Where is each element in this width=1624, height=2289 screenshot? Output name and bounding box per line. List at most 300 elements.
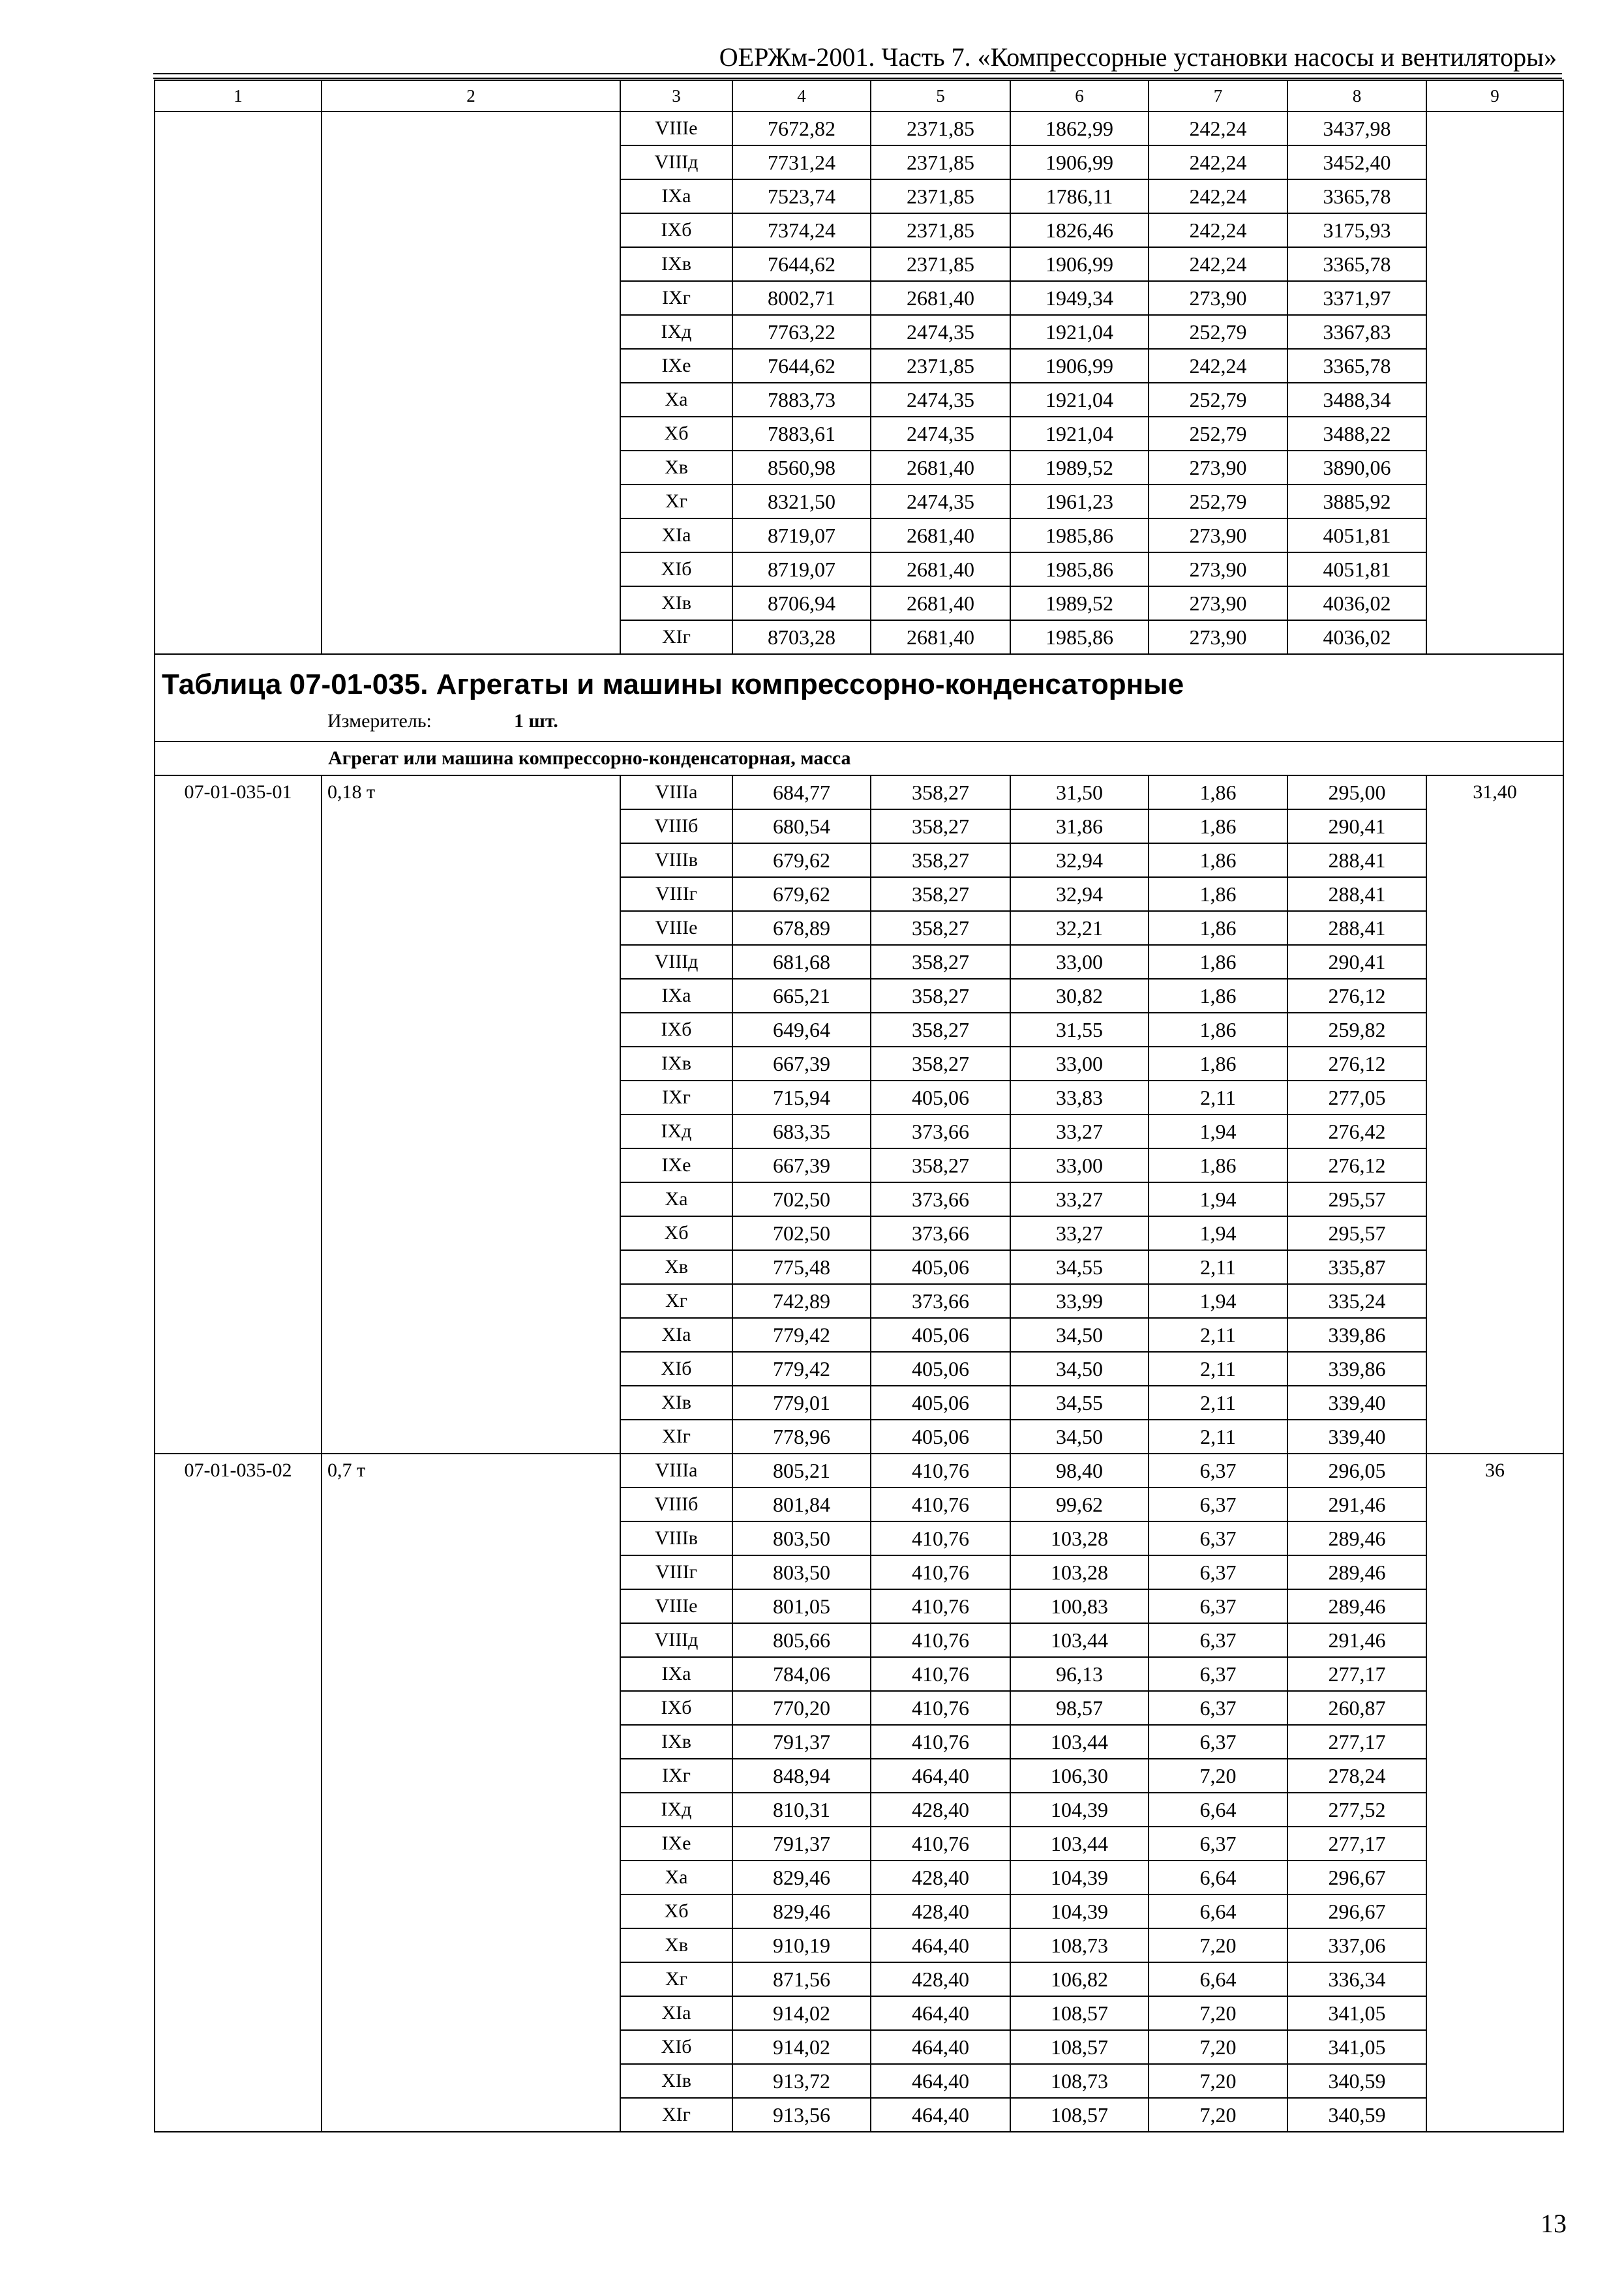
cell-c5: 358,27 (871, 1013, 1010, 1047)
item-name: 0,18 т (322, 775, 620, 1454)
cell-c5: 405,06 (871, 1386, 1010, 1420)
header-title: ОЕРЖм-2001. Часть 7. «Компрессорные установки насосы и вентиляторы» (719, 42, 1557, 72)
cell-c8: 295,00 (1287, 775, 1426, 809)
cell-zone: VIIIг (620, 877, 732, 911)
cell-zone: Xб (620, 1894, 732, 1928)
cell-c4: 829,46 (732, 1894, 871, 1928)
cell-c4: 8560,98 (732, 451, 871, 485)
cell-c6: 31,55 (1010, 1013, 1149, 1047)
cell-c7: 252,79 (1149, 417, 1287, 451)
cell-c6: 34,55 (1010, 1386, 1149, 1420)
cell-c7: 7,20 (1149, 2064, 1287, 2098)
cell-c5: 373,66 (871, 1182, 1010, 1216)
cell-c6: 1906,99 (1010, 349, 1149, 383)
cell-zone: VIIIв (620, 843, 732, 877)
cell-c5: 405,06 (871, 1352, 1010, 1386)
cell-c4: 779,42 (732, 1318, 871, 1352)
cell-zone: XIа (620, 1318, 732, 1352)
cell-c7: 6,37 (1149, 1657, 1287, 1691)
cell-zone: Xг (620, 1284, 732, 1318)
cell-c7: 242,24 (1149, 349, 1287, 383)
cell-c4: 7523,74 (732, 179, 871, 213)
cell-c7: 6,37 (1149, 1827, 1287, 1861)
cell-c5: 2681,40 (871, 586, 1010, 620)
cell-c8: 341,05 (1287, 1996, 1426, 2030)
cell-c8: 289,46 (1287, 1589, 1426, 1623)
cell-c7: 242,24 (1149, 213, 1287, 247)
cell-c4: 8002,71 (732, 281, 871, 315)
cell-zone: VIIIе (620, 911, 732, 945)
cell-zone: VIIIд (620, 945, 732, 979)
cell-c4: 8321,50 (732, 485, 871, 518)
cell-c4: 784,06 (732, 1657, 871, 1691)
cell-c6: 31,50 (1010, 775, 1149, 809)
cell-c4: 805,66 (732, 1623, 871, 1657)
cell-zone: IXв (620, 1725, 732, 1759)
cell-zone: IXб (620, 1013, 732, 1047)
cell-c7: 6,37 (1149, 1488, 1287, 1521)
page-header (153, 39, 1562, 76)
cell-c7: 6,64 (1149, 1861, 1287, 1894)
cell-c7: 7,20 (1149, 1928, 1287, 1962)
cell-c6: 34,50 (1010, 1352, 1149, 1386)
header-rule (153, 73, 1562, 74)
cell-c7: 6,37 (1149, 1691, 1287, 1725)
cell-c8: 276,42 (1287, 1115, 1426, 1148)
cell-c8: 4036,02 (1287, 586, 1426, 620)
cell-c5: 358,27 (871, 1148, 1010, 1182)
cell-c7: 273,90 (1149, 281, 1287, 315)
cell-c5: 2474,35 (871, 417, 1010, 451)
cell-c7: 1,94 (1149, 1115, 1287, 1148)
cell-c7: 1,86 (1149, 1148, 1287, 1182)
cell-zone: IXа (620, 1657, 732, 1691)
cell-c4: 803,50 (732, 1555, 871, 1589)
table-heading (155, 654, 1563, 741)
cell-c5: 358,27 (871, 775, 1010, 809)
cell-c8: 3437,98 (1287, 112, 1426, 145)
cell-c5: 2681,40 (871, 620, 1010, 654)
cell-c7: 2,11 (1149, 1386, 1287, 1420)
cell-c4: 778,96 (732, 1420, 871, 1454)
cell-c5: 428,40 (871, 1962, 1010, 1996)
column-number-5: 5 (871, 80, 1010, 112)
cell-c6: 32,21 (1010, 911, 1149, 945)
column-number-1: 1 (155, 80, 322, 112)
cell-c4: 679,62 (732, 843, 871, 877)
cell-c8: 277,05 (1287, 1081, 1426, 1115)
item-name: 0,7 т (322, 1454, 620, 2132)
cell-c5: 464,40 (871, 1759, 1010, 1793)
cell-c7: 1,86 (1149, 979, 1287, 1013)
cell-c5: 464,40 (871, 2098, 1010, 2132)
meter-value: 1 шт. (514, 710, 558, 732)
cell-zone: XIг (620, 1420, 732, 1454)
cell-c7: 2,11 (1149, 1318, 1287, 1352)
cell-zone: Xг (620, 1962, 732, 1996)
cell-c7: 1,86 (1149, 911, 1287, 945)
cell-c8: 340,59 (1287, 2064, 1426, 2098)
cell-c6: 33,00 (1010, 945, 1149, 979)
cell-c8: 4051,81 (1287, 552, 1426, 586)
cell-c7: 242,24 (1149, 112, 1287, 145)
cell-c7: 242,24 (1149, 247, 1287, 281)
cell-c5: 358,27 (871, 809, 1010, 843)
cell-zone: IXе (620, 349, 732, 383)
cell-c8: 296,05 (1287, 1454, 1426, 1488)
cell-c4: 801,05 (732, 1589, 871, 1623)
cell-c5: 464,40 (871, 2030, 1010, 2064)
cell-zone: Xб (620, 417, 732, 451)
cell-c6: 1949,34 (1010, 281, 1149, 315)
cell-c6: 98,57 (1010, 1691, 1149, 1725)
cell-c4: 8703,28 (732, 620, 871, 654)
cell-zone: Xб (620, 1216, 732, 1250)
cell-c8: 3488,34 (1287, 383, 1426, 417)
cell-c6: 33,83 (1010, 1081, 1149, 1115)
cell-c5: 373,66 (871, 1284, 1010, 1318)
cell-c8: 339,40 (1287, 1420, 1426, 1454)
cell-c4: 810,31 (732, 1793, 871, 1827)
cell-c6: 1989,52 (1010, 451, 1149, 485)
cell-name-empty (322, 112, 620, 654)
cell-zone: IXе (620, 1827, 732, 1861)
cell-zone: Xа (620, 1861, 732, 1894)
cell-c4: 679,62 (732, 877, 871, 911)
cell-c4: 910,19 (732, 1928, 871, 1962)
cell-c6: 34,50 (1010, 1318, 1149, 1352)
cell-c7: 252,79 (1149, 383, 1287, 417)
cell-c4: 801,84 (732, 1488, 871, 1521)
cell-c4: 678,89 (732, 911, 871, 945)
cell-c5: 2474,35 (871, 383, 1010, 417)
cell-c5: 405,06 (871, 1250, 1010, 1284)
cell-c4: 715,94 (732, 1081, 871, 1115)
cell-zone: IXа (620, 979, 732, 1013)
cell-c4: 913,56 (732, 2098, 871, 2132)
cell-c7: 2,11 (1149, 1352, 1287, 1386)
cell-c7: 1,94 (1149, 1284, 1287, 1318)
cell-c4: 7374,24 (732, 213, 871, 247)
cell-c5: 410,76 (871, 1691, 1010, 1725)
column-number-2: 2 (322, 80, 620, 112)
cell-c8: 276,12 (1287, 979, 1426, 1013)
cell-c5: 2371,85 (871, 213, 1010, 247)
cell-c8: 3367,83 (1287, 315, 1426, 349)
cell-c4: 775,48 (732, 1250, 871, 1284)
cell-zone: IXд (620, 315, 732, 349)
cell-c5: 2371,85 (871, 112, 1010, 145)
cell-c8: 3890,06 (1287, 451, 1426, 485)
cell-c4: 702,50 (732, 1182, 871, 1216)
cell-c6: 1989,52 (1010, 586, 1149, 620)
item-code: 07-01-035-02 (155, 1454, 322, 2132)
cell-c8: 3175,93 (1287, 213, 1426, 247)
cell-c7: 273,90 (1149, 451, 1287, 485)
cell-c5: 410,76 (871, 1725, 1010, 1759)
cell-zone: XIб (620, 1352, 732, 1386)
cell-c6: 104,39 (1010, 1894, 1149, 1928)
cell-c8: 340,59 (1287, 2098, 1426, 2132)
cell-zone: VIIIб (620, 809, 732, 843)
cell-c4: 742,89 (732, 1284, 871, 1318)
cell-c7: 6,37 (1149, 1725, 1287, 1759)
cell-c6: 1906,99 (1010, 247, 1149, 281)
cell-c8: 3365,78 (1287, 247, 1426, 281)
price-table (154, 80, 1564, 2132)
cell-c7: 1,86 (1149, 843, 1287, 877)
cell-c4: 7644,62 (732, 349, 871, 383)
cell-c6: 103,28 (1010, 1555, 1149, 1589)
cell-c5: 358,27 (871, 1047, 1010, 1081)
cell-zone: Xг (620, 485, 732, 518)
cell-c4: 684,77 (732, 775, 871, 809)
meter-label: Измеритель: (327, 710, 432, 732)
cell-c4: 680,54 (732, 809, 871, 843)
cell-c5: 2371,85 (871, 145, 1010, 179)
table-row (155, 1454, 1563, 1488)
cell-c8: 3885,92 (1287, 485, 1426, 518)
cell-c8: 339,40 (1287, 1386, 1426, 1420)
cell-c8: 3365,78 (1287, 349, 1426, 383)
section-label-row (155, 741, 1563, 775)
cell-c8: 277,52 (1287, 1793, 1426, 1827)
cell-c8: 335,87 (1287, 1250, 1426, 1284)
cell-c6: 30,82 (1010, 979, 1149, 1013)
cell-c4: 791,37 (732, 1725, 871, 1759)
cell-zone: XIг (620, 620, 732, 654)
cell-c8: 339,86 (1287, 1318, 1426, 1352)
cell-c6: 103,44 (1010, 1623, 1149, 1657)
cell-c8: 277,17 (1287, 1657, 1426, 1691)
cell-c8: 341,05 (1287, 2030, 1426, 2064)
cell-c7: 6,37 (1149, 1623, 1287, 1657)
cell-zone: IXг (620, 1759, 732, 1793)
cell-c6: 1961,23 (1010, 485, 1149, 518)
cell-c7: 1,86 (1149, 1013, 1287, 1047)
table-title: Таблица 07-01-035. Агрегаты и машины компрессорно-конденсаторные (162, 668, 1184, 700)
cell-c8: 290,41 (1287, 809, 1426, 843)
item-c9: 31,40 (1426, 775, 1563, 1454)
cell-c8: 335,24 (1287, 1284, 1426, 1318)
cell-c7: 273,90 (1149, 552, 1287, 586)
column-number-7: 7 (1149, 80, 1287, 112)
cell-c4: 8706,94 (732, 586, 871, 620)
cell-c4: 848,94 (732, 1759, 871, 1793)
item-code: 07-01-035-01 (155, 775, 322, 1454)
cell-zone: VIIIд (620, 145, 732, 179)
cell-c6: 103,44 (1010, 1827, 1149, 1861)
cell-c5: 410,76 (871, 1521, 1010, 1555)
cell-c8: 296,67 (1287, 1894, 1426, 1928)
cell-zone: VIIIб (620, 1488, 732, 1521)
cell-c4: 791,37 (732, 1827, 871, 1861)
cell-c6: 1985,86 (1010, 552, 1149, 586)
cell-c8: 4036,02 (1287, 620, 1426, 654)
header-rule-double (153, 78, 1562, 79)
cell-c5: 464,40 (871, 1996, 1010, 2030)
cell-c8: 288,41 (1287, 843, 1426, 877)
cell-c6: 34,55 (1010, 1250, 1149, 1284)
cell-c8: 259,82 (1287, 1013, 1426, 1047)
cell-c4: 7731,24 (732, 145, 871, 179)
cell-c7: 273,90 (1149, 586, 1287, 620)
cell-c8: 290,41 (1287, 945, 1426, 979)
cell-c5: 464,40 (871, 1928, 1010, 1962)
cell-c6: 103,28 (1010, 1521, 1149, 1555)
cell-c4: 779,42 (732, 1352, 871, 1386)
cell-c7: 1,86 (1149, 775, 1287, 809)
cell-c8: 291,46 (1287, 1488, 1426, 1521)
cell-c7: 2,11 (1149, 1250, 1287, 1284)
table-row (155, 775, 1563, 809)
cell-c7: 1,86 (1149, 877, 1287, 911)
cell-c4: 683,35 (732, 1115, 871, 1148)
cell-c5: 2681,40 (871, 281, 1010, 315)
cell-c4: 914,02 (732, 2030, 871, 2064)
cell-c7: 1,94 (1149, 1182, 1287, 1216)
cell-c8: 3488,22 (1287, 417, 1426, 451)
cell-c5: 410,76 (871, 1555, 1010, 1589)
column-number-row (155, 80, 1563, 112)
cell-zone: XIа (620, 1996, 732, 2030)
cell-c8: 288,41 (1287, 911, 1426, 945)
cell-code-empty (155, 112, 322, 654)
cell-c8: 336,34 (1287, 1962, 1426, 1996)
cell-c6: 1921,04 (1010, 417, 1149, 451)
item-c9: 36 (1426, 1454, 1563, 2132)
cell-c6: 100,83 (1010, 1589, 1149, 1623)
cell-c5: 410,76 (871, 1454, 1010, 1488)
cell-c7: 6,37 (1149, 1589, 1287, 1623)
cell-c4: 8719,07 (732, 518, 871, 552)
column-number-9: 9 (1426, 80, 1563, 112)
cell-c6: 96,13 (1010, 1657, 1149, 1691)
cell-zone: XIб (620, 552, 732, 586)
cell-c6: 108,57 (1010, 2030, 1149, 2064)
cell-c6: 1921,04 (1010, 383, 1149, 417)
cell-c6: 33,27 (1010, 1182, 1149, 1216)
cell-zone: VIIIа (620, 775, 732, 809)
cell-c6: 104,39 (1010, 1861, 1149, 1894)
cell-c5: 405,06 (871, 1420, 1010, 1454)
cell-c4: 649,64 (732, 1013, 871, 1047)
cell-c7: 7,20 (1149, 2030, 1287, 2064)
cell-c8: 3452,40 (1287, 145, 1426, 179)
section-cell (155, 741, 1563, 775)
cell-c6: 108,73 (1010, 1928, 1149, 1962)
cell-c6: 32,94 (1010, 843, 1149, 877)
page-number: 13 (1541, 2209, 1567, 2238)
cell-zone: IXб (620, 1691, 732, 1725)
cell-c7: 252,79 (1149, 315, 1287, 349)
cell-c5: 410,76 (871, 1488, 1010, 1521)
cell-c8: 278,24 (1287, 1759, 1426, 1793)
cell-zone: IXв (620, 1047, 732, 1081)
cell-c5: 410,76 (871, 1827, 1010, 1861)
cell-c6: 1862,99 (1010, 112, 1149, 145)
cell-zone: IXа (620, 179, 732, 213)
cell-c7: 1,86 (1149, 809, 1287, 843)
cell-c6: 99,62 (1010, 1488, 1149, 1521)
cell-c6: 103,44 (1010, 1725, 1149, 1759)
cell-zone: IXв (620, 247, 732, 281)
cell-c7: 2,11 (1149, 1420, 1287, 1454)
cell-c8: 260,87 (1287, 1691, 1426, 1725)
column-number-4: 4 (732, 80, 871, 112)
cell-c6: 1906,99 (1010, 145, 1149, 179)
cell-c7: 1,86 (1149, 945, 1287, 979)
cell-c5: 358,27 (871, 945, 1010, 979)
cell-c7: 6,37 (1149, 1555, 1287, 1589)
cell-c8: 291,46 (1287, 1623, 1426, 1657)
cell-c6: 1826,46 (1010, 213, 1149, 247)
cell-c6: 1786,11 (1010, 179, 1149, 213)
cell-c6: 106,30 (1010, 1759, 1149, 1793)
cell-c8: 277,17 (1287, 1827, 1426, 1861)
cell-c4: 7672,82 (732, 112, 871, 145)
cell-zone: IXг (620, 1081, 732, 1115)
cell-c7: 6,64 (1149, 1793, 1287, 1827)
cell-c8: 289,46 (1287, 1555, 1426, 1589)
cell-c6: 1921,04 (1010, 315, 1149, 349)
cell-c7: 6,64 (1149, 1962, 1287, 1996)
cell-c7: 6,64 (1149, 1894, 1287, 1928)
cell-c8: 4051,81 (1287, 518, 1426, 552)
cell-c7: 1,86 (1149, 1047, 1287, 1081)
cell-c6: 1985,86 (1010, 620, 1149, 654)
cell-c5: 405,06 (871, 1081, 1010, 1115)
cell-c5: 410,76 (871, 1657, 1010, 1691)
cell-c7: 7,20 (1149, 1996, 1287, 2030)
cell-c5: 373,66 (871, 1216, 1010, 1250)
column-number-6: 6 (1010, 80, 1149, 112)
cell-c5: 2474,35 (871, 315, 1010, 349)
cell-zone: IXб (620, 213, 732, 247)
cell-c4: 7763,22 (732, 315, 871, 349)
table-heading-row (155, 654, 1563, 741)
cell-c6: 108,57 (1010, 1996, 1149, 2030)
cell-c8: 3365,78 (1287, 179, 1426, 213)
cell-zone: Xв (620, 1928, 732, 1962)
cell-c4: 8719,07 (732, 552, 871, 586)
cell-c6: 108,57 (1010, 2098, 1149, 2132)
cell-c4: 681,68 (732, 945, 871, 979)
cell-c6: 104,39 (1010, 1793, 1149, 1827)
cell-c6: 1985,86 (1010, 518, 1149, 552)
cell-c6: 33,27 (1010, 1115, 1149, 1148)
cell-c5: 428,40 (871, 1894, 1010, 1928)
cell-c8: 295,57 (1287, 1216, 1426, 1250)
cell-c4: 7644,62 (732, 247, 871, 281)
cell-zone: VIIIа (620, 1454, 732, 1488)
cell-c4: 7883,73 (732, 383, 871, 417)
cell-c5: 2474,35 (871, 485, 1010, 518)
cell-zone: Xв (620, 1250, 732, 1284)
meter-line (155, 703, 1563, 734)
cell-c6: 31,86 (1010, 809, 1149, 843)
cell-c5: 358,27 (871, 911, 1010, 945)
cell-c4: 829,46 (732, 1861, 871, 1894)
cell-c7: 273,90 (1149, 620, 1287, 654)
cell-c5: 358,27 (871, 979, 1010, 1013)
cell-c8: 296,67 (1287, 1861, 1426, 1894)
cell-zone: XIб (620, 2030, 732, 2064)
cell-c5: 2371,85 (871, 349, 1010, 383)
cell-c8: 289,46 (1287, 1521, 1426, 1555)
cell-c7: 6,37 (1149, 1521, 1287, 1555)
cell-c5: 2681,40 (871, 451, 1010, 485)
